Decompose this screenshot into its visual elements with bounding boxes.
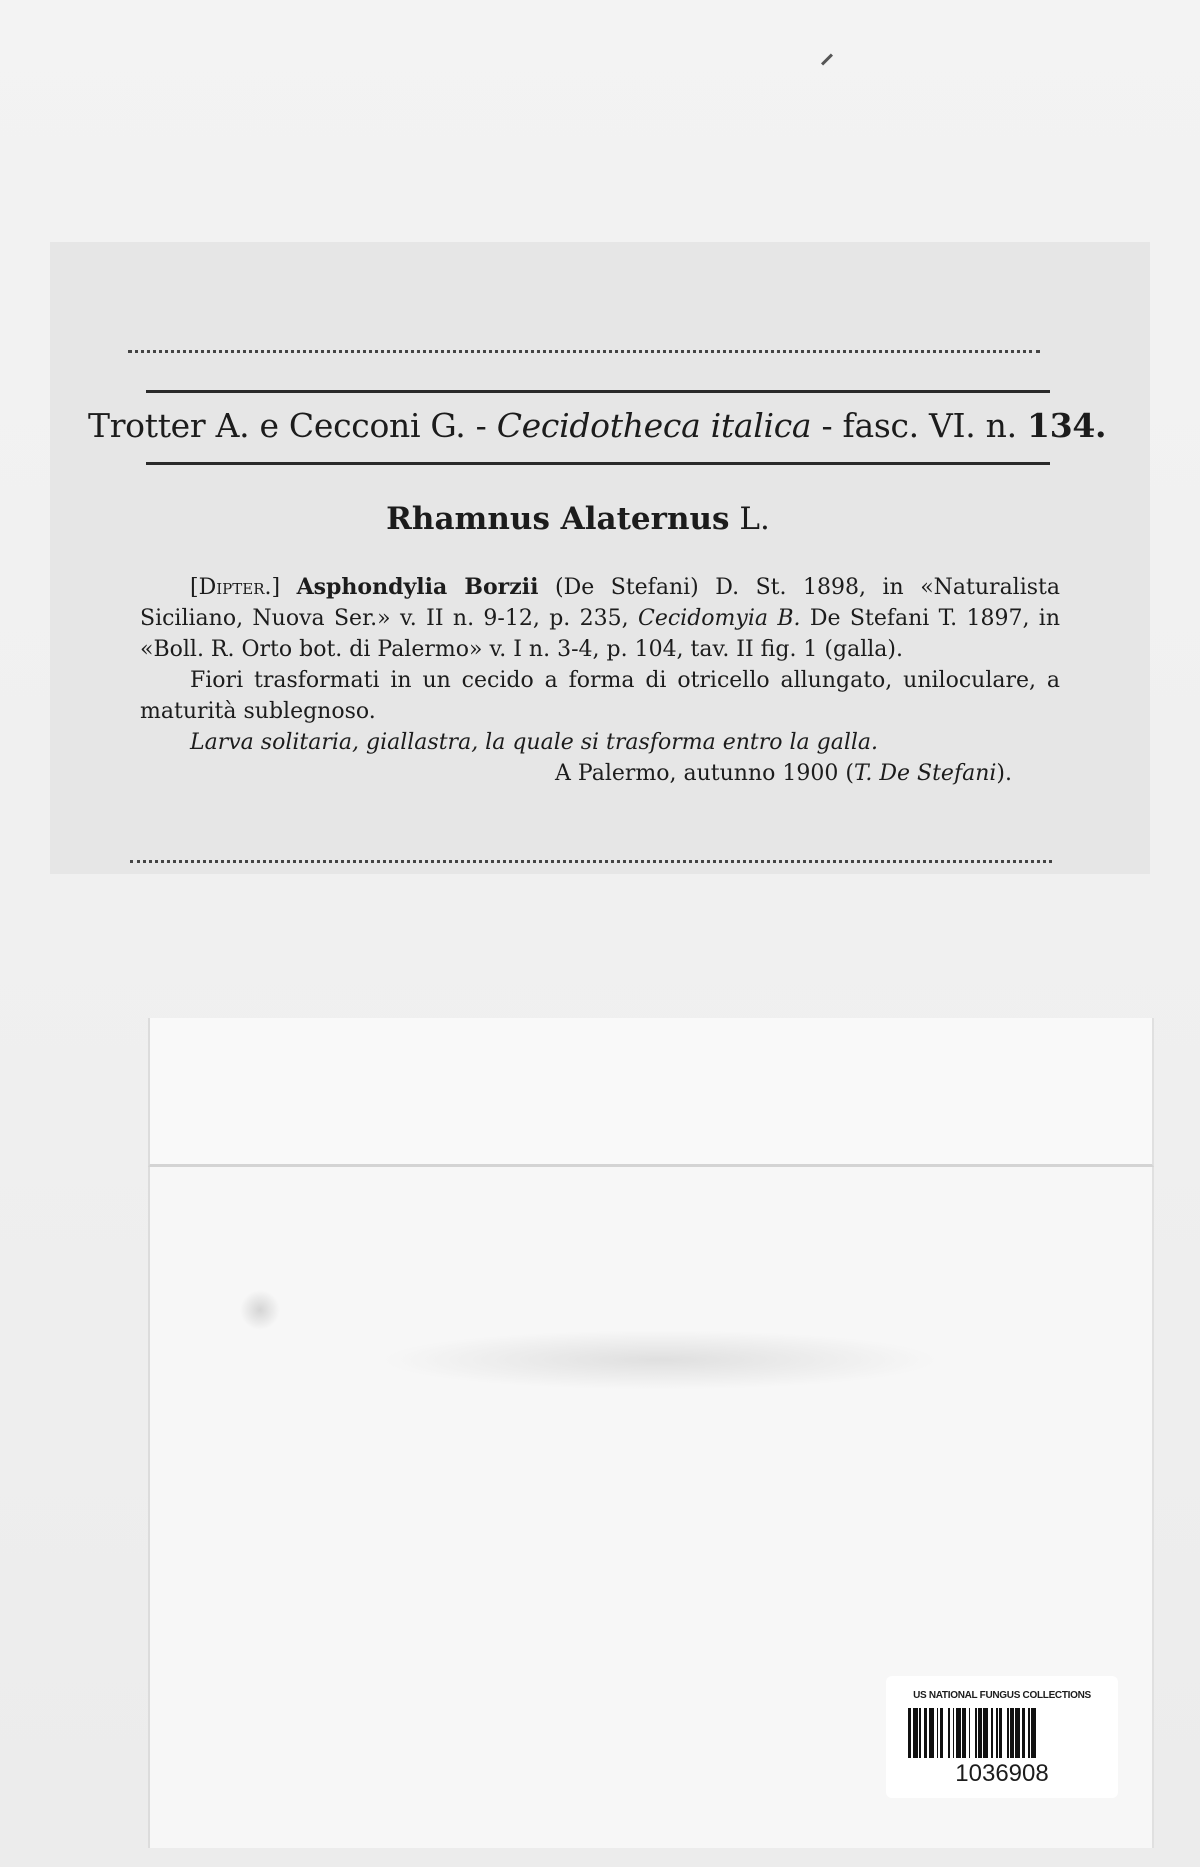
citation-paragraph (140, 572, 1060, 665)
barcode-bar (937, 1708, 939, 1758)
gall-description: Fiori trasformati in un cecido a forma di otricello allungato, uniloculare, a maturità sublegnoso. (140, 668, 1060, 724)
collector-name: T. De Stefani (853, 761, 997, 786)
barcode-bar (924, 1708, 927, 1758)
species-name: Rhamnus Alaternus (386, 501, 730, 537)
citation-text-2: De Stefani T. 1897, in «Boll. R. Orto bot. di Palermo» v. I n. 3-4, p. 104, tav. II fig. 1 (galla). (140, 606, 1061, 662)
barcode-bar (948, 1708, 950, 1758)
citation-text: (De Stefani) D. St. 1898, in «Naturalista Siciliano, Nuova Ser.» v. II n. 9-12, p. 235, (140, 575, 1060, 631)
barcode-bar (953, 1708, 955, 1758)
barcode-bar (1031, 1708, 1036, 1758)
locality-suffix: ). (996, 761, 1012, 786)
label-header (88, 404, 1107, 448)
barcode-bar (908, 1708, 911, 1758)
synonym: Cecidomyia B. (638, 606, 801, 631)
header-authors: Trotter A. e Cecconi G. - (88, 406, 487, 445)
barcode-bar (1015, 1708, 1020, 1758)
barcode-bar (913, 1708, 918, 1758)
barcode-bar (975, 1708, 977, 1758)
barcode-bar (999, 1708, 1002, 1758)
barcode-bar (978, 1708, 981, 1758)
label-description (140, 572, 1060, 789)
barcode-bar (919, 1708, 921, 1758)
barcode-bar (1007, 1708, 1009, 1758)
barcode-bar (1028, 1708, 1030, 1758)
barcode-bar (1022, 1708, 1025, 1758)
barcode-bar (983, 1708, 988, 1758)
species-author: L. (739, 501, 770, 537)
locality-prefix: A Palermo, autunno 1900 ( (555, 761, 854, 786)
barcode-bar (969, 1708, 971, 1758)
top-dotted-rule (128, 350, 1040, 353)
barcode-sticker (886, 1676, 1118, 1798)
barcode-bar (962, 1708, 965, 1758)
header-number: 134. (1027, 406, 1107, 445)
host-species (88, 498, 1068, 540)
insect-order: [Dipter.] (190, 575, 281, 600)
barcode-bar (996, 1708, 998, 1758)
header-rule-top (146, 390, 1050, 393)
header-series: Cecidotheca italica (496, 406, 812, 445)
locality-line (140, 758, 1060, 789)
larva-note: Larva solitaria, giallastra, la quale si trasforma entro la galla. (190, 730, 879, 755)
envelope-spot (240, 1290, 280, 1330)
barcode-bar (940, 1708, 943, 1758)
catalog-number: 1036908 (955, 1760, 1049, 1787)
barcode-bar (929, 1708, 934, 1758)
header-rule-bottom (146, 462, 1050, 465)
envelope-shadow (380, 1330, 940, 1390)
barcode-bar (991, 1708, 993, 1758)
barcode-bar (956, 1708, 961, 1758)
bottom-dotted-rule (130, 860, 1052, 863)
insect-name: Asphondylia Borzii (296, 574, 539, 600)
header-fasc: - fasc. VI. n. (821, 406, 1017, 445)
envelope-flap[interactable] (148, 1018, 1154, 1167)
barcode-image (908, 1708, 1096, 1758)
barcode-bar (1010, 1708, 1013, 1758)
collection-name: US NATIONAL FUNGUS COLLECTIONS (913, 1690, 1091, 1701)
